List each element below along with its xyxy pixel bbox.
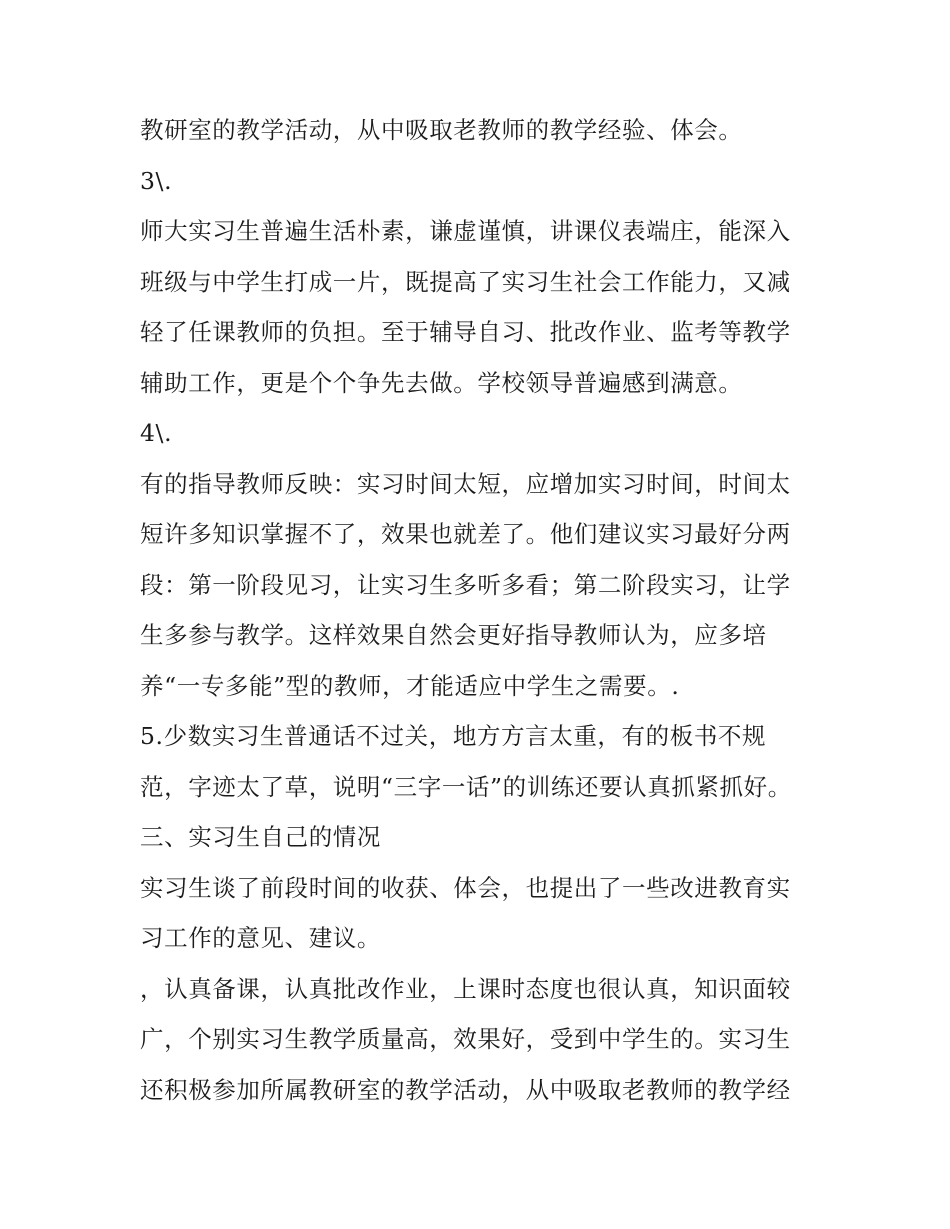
section-heading: 三、实习生自己的情况 xyxy=(140,823,381,851)
text-line: ，认真备课，认真批改作业，上课时态度也很认真，知识面较 xyxy=(140,974,791,1003)
text-line: 实习生谈了前段时间的收获、体会，也提出了一些改进教育实 xyxy=(140,873,791,902)
text-line: 广，个别实习生教学质量高，效果好，受到中学生的。实习生 xyxy=(140,1025,791,1053)
text-line: 辅助工作，更是个个争先去做。学校领导普遍感到满意。 xyxy=(140,368,743,397)
text-line: 教研室的教学活动，从中吸取老教师的教学经验、体会。 xyxy=(140,116,743,144)
text-line: 段：第一阶段见习，让实习生多听多看；第二阶段实习，让学 xyxy=(140,570,791,599)
text-line: 有的指导教师反映：实习时间太短，应增加实习时间，时间太 xyxy=(140,469,791,498)
text-line: 轻了任课教师的负担。至于辅导自习、批改作业、监考等教学 xyxy=(140,318,791,346)
text-line: 范，字迹太了草，说明“三字一话”的训练还要认真抓紧抓好。 xyxy=(140,772,792,801)
text-line: 师大实习生普遍生活朴素，谦虚谨慎，讲课仪表端庄，能深入 xyxy=(140,217,791,245)
text-line: 5.少数实习生普通话不过关，地方方言太重，有的板书不规 xyxy=(140,722,767,750)
document-body xyxy=(140,105,820,1115)
text-line: 还积极参加所属教研室的教学活动，从中吸取老教师的教学经 xyxy=(140,1075,791,1104)
section-number: 3\. xyxy=(140,166,173,195)
section-number: 4\. xyxy=(140,419,173,447)
text-line: 班级与中学生打成一片，既提高了实习生社会工作能力，又减 xyxy=(140,267,791,296)
text-line: 生多参与教学。这样效果自然会更好指导教师认为，应多培 xyxy=(140,621,767,649)
text-line: 短许多知识掌握不了，效果也就差了。他们建议实习最好分两 xyxy=(140,520,791,548)
text-line: 习工作的意见、建议。 xyxy=(140,924,381,952)
text-line: 养“一专多能”型的教师，才能适应中学生之需要。. xyxy=(140,671,680,700)
